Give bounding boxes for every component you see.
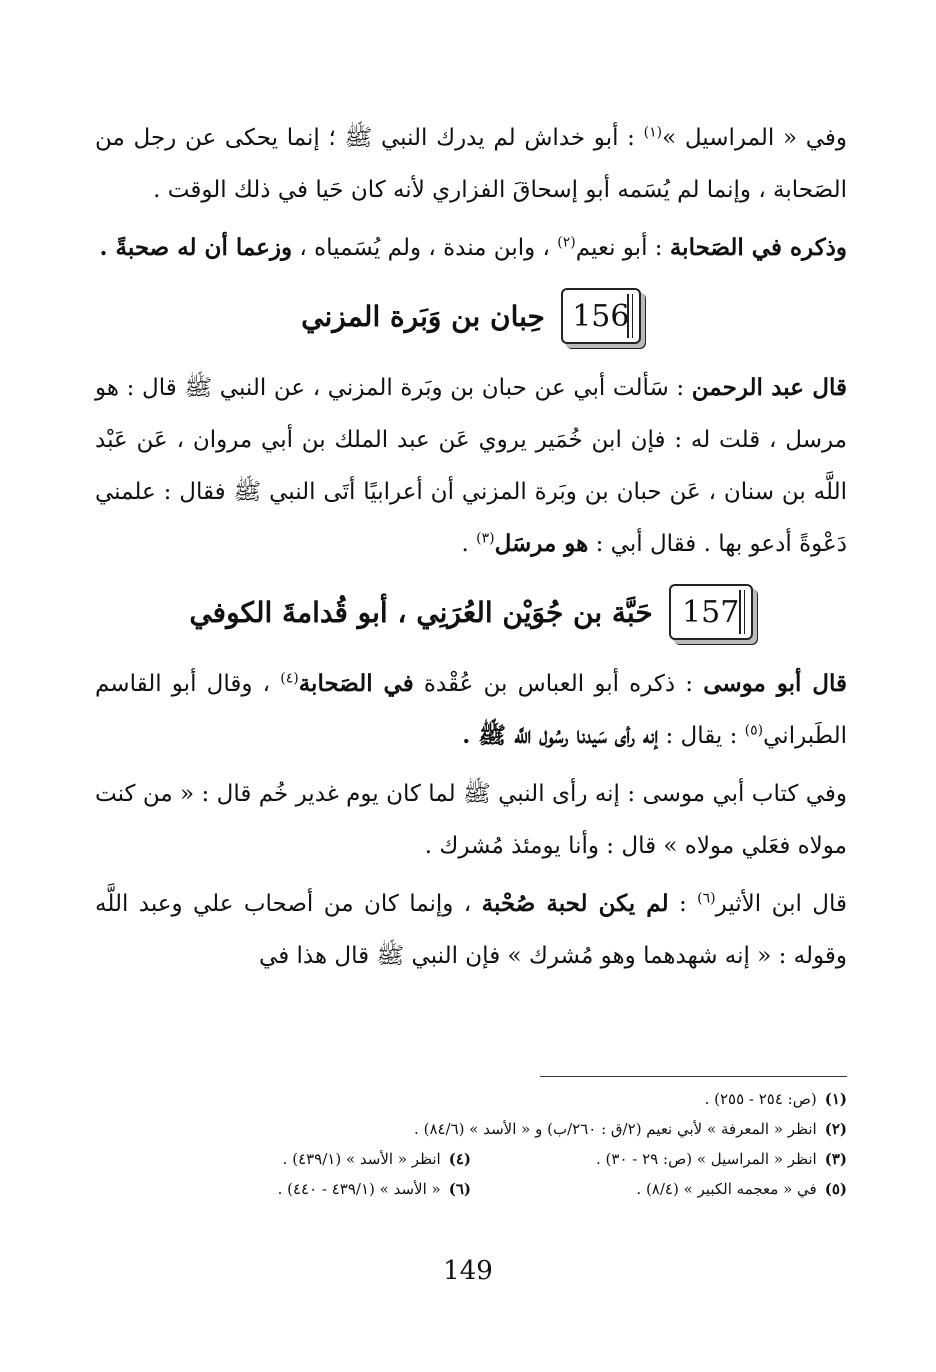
footnote-2 (95, 1114, 847, 1144)
paragraph-3-bold-c: هو مرسَل (494, 530, 589, 557)
paragraph-2-text-c: ، وابن مندة ، ولم يُسَمياه ، (292, 235, 558, 261)
footnote-row-2 (95, 1114, 847, 1144)
paragraph-2-bold-d: وزعما أن له صحبةً . (99, 234, 293, 261)
footnote-1 (95, 1084, 847, 1114)
paragraph-6-bold-c: لم يكن لحبة صُحْبة (481, 890, 669, 917)
entry-heading-156 (95, 280, 847, 352)
paragraph-5-text: وفي كتاب أبي موسى : إنه رأى النبي ﷺ لما كان يوم غدير خُم قال : « من كنت مولاه فعَلي مولاه » قال : وأنا يومئذ مُشرك . (95, 781, 847, 859)
footnote-ref-3: (٣) (476, 530, 495, 547)
footnote-2-number: (٢) (824, 1120, 847, 1138)
footnote-5-text: في « معجمه الكبير » (٨/٤) . (636, 1180, 817, 1198)
paragraph-3-text-b: : سَألت أبي عن حبان بن وبَرة المزني ، عن النبي ﷺ قال : هو مرسل ، قلت له : فإن ابن خُمَير يروي عَن عبد الملك بن أبي مروان ، عَن عَبْد اللَّه بن سنان ، عَن حبان بن وبَرة المزني أن أعرابيًا أتَى النبي ﷺ فقال : علمني دَعْوةً أدعو بها . فقال أبي : (95, 375, 847, 557)
paragraph-2-text-b: : أبو نعيم (575, 235, 670, 261)
paragraph-4-text-d: ، وقال أبو القاسم الطَبراني (95, 671, 847, 749)
paragraph-4-bold-a: قال أبو موسى (703, 670, 847, 697)
paragraph-4-bold-c: في الصَحابة (298, 670, 414, 697)
paragraph-4-text-e: : يقال : (658, 723, 745, 749)
footnote-ref-4: (٤) (280, 670, 299, 687)
entry-number-157: 157 (682, 594, 740, 630)
footnote-3 (471, 1144, 847, 1174)
footnote-divider (540, 1076, 847, 1077)
footnote-row-4 (95, 1174, 847, 1204)
footnotes (95, 1084, 847, 1204)
footnote-3-number: (٣) (824, 1150, 847, 1168)
paragraph-1 (95, 112, 847, 216)
footnote-4-number: (٤) (448, 1150, 471, 1168)
entry-title-156: حِبان بن وَبَرة المزني (301, 299, 545, 333)
footnote-row-1 (95, 1084, 847, 1114)
footnote-ref-2: (٢) (557, 234, 576, 251)
entry-title-157: حَبَّة بن جُوَيْن العُرَنِي ، أبو قُدامةَ الكوفي (189, 595, 653, 629)
footnote-row-3 (95, 1144, 847, 1174)
paragraph-2 (95, 222, 847, 274)
entry-number-156: 156 (572, 298, 630, 334)
page-number: 149 (443, 1256, 493, 1286)
paragraph-3-text-d: . (461, 531, 477, 557)
footnote-4-text: انظر « الأسد » (٤٣٩/١) . (282, 1150, 441, 1168)
entry-number-box-156 (561, 288, 641, 344)
footnote-5 (471, 1174, 847, 1204)
paragraph-4 (95, 658, 847, 762)
footnote-ref-6: (٦) (697, 890, 716, 907)
paragraph-5 (95, 768, 847, 872)
footnote-1-text: (ص: ٢٥٤ - ٢٥٥) . (704, 1090, 817, 1108)
paragraph-3-bold-a: قال عبد الرحمن (691, 374, 848, 401)
entry-heading-157 (95, 576, 847, 648)
paragraph-3 (95, 362, 847, 570)
page-body (95, 112, 847, 988)
paragraph-4-text-b: : ذكره أبو العباس بن عُقْدة (413, 671, 704, 697)
paragraph-6-text-d: ، وإنما كان من أصحاب علي وعبد اللَّه وقوله : « إنه شهدهما وهو مُشرك » فإن النبي ﷺ قال هذا في (95, 891, 847, 969)
footnote-6 (95, 1174, 471, 1204)
paragraph-4-bold-f: إنه رأى سَيدنا رسُول اللَّه ﷺ . (462, 722, 659, 749)
footnote-2-text: انظر « المعرفة » لأبي نعيم (٢/ق : ٢٦٠/ب) و « الأسد » (٨٤/٦) . (414, 1120, 817, 1138)
paragraph-6-text-b: : (668, 891, 698, 917)
footnote-ref-5: (٥) (744, 722, 764, 739)
footnote-ref-1: (١) (643, 124, 663, 141)
footnote-5-number: (٥) (824, 1180, 847, 1198)
paragraph-6-text-a: قال ابن الأثير (715, 891, 847, 917)
paragraph-2-bold-a: وذكره في الصَحابة (669, 234, 847, 261)
footnote-4 (95, 1144, 471, 1174)
footnote-3-text: انظر « المراسيل » (ص: ٢٩ - ٣٠) . (596, 1150, 817, 1168)
entry-number-box-157 (669, 584, 753, 640)
footnote-6-text: « الأسد » (٤٣٩/١ - ٤٤٠) . (277, 1180, 441, 1198)
paragraph-1-text-a: وفي « المراسيل » (662, 125, 847, 151)
footnote-6-number: (٦) (448, 1180, 471, 1198)
paragraph-6 (95, 878, 847, 982)
paragraph-1-text-b: : أبو خداش لم يدرك النبي ﷺ ؛ إنما يحكى عن رجل من الصَحابة ، وإنما لم يُسَمه أبو إسحاقَ الفزاري لأنه كان حَيا في ذلك الوقت . (95, 125, 847, 203)
footnote-1-number: (١) (824, 1090, 847, 1108)
